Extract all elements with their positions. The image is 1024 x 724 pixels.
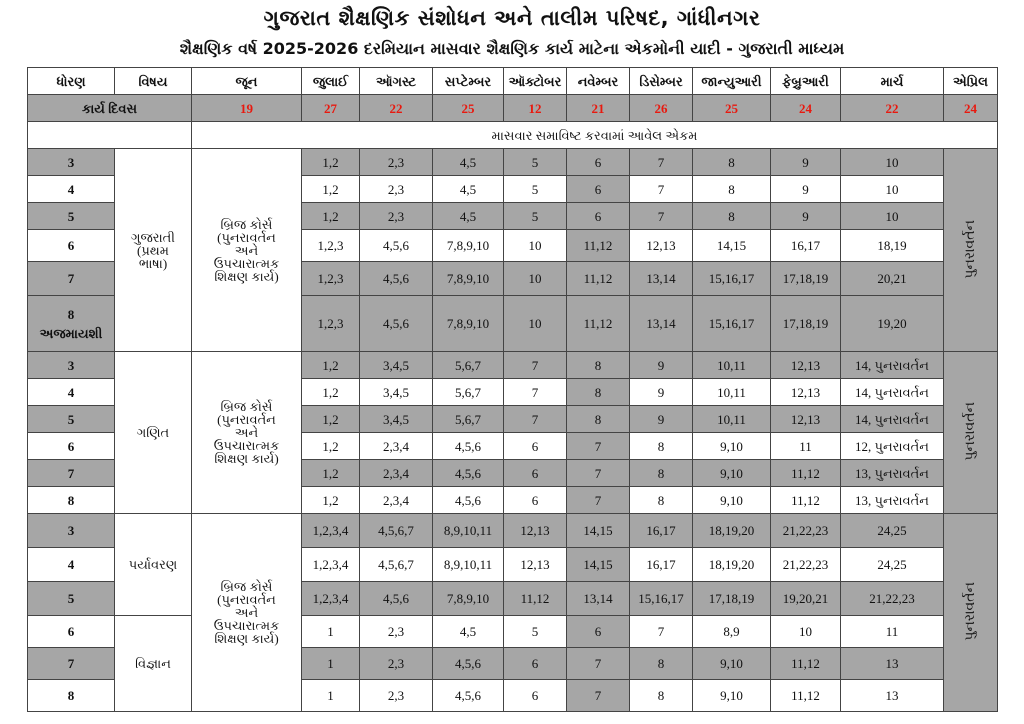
unit-cell: 10 (771, 616, 841, 648)
unit-cell: 5,6,7 (433, 352, 504, 379)
subject-cell (115, 149, 192, 352)
unit-cell: 7 (630, 149, 693, 176)
unit-cell: 4,5,6 (360, 296, 433, 352)
unit-cell: 19,20 (841, 296, 944, 352)
header-month: ડિસેમ્બર (630, 68, 693, 95)
working-days-value: 22 (841, 95, 944, 122)
unit-cell: 8 (693, 149, 771, 176)
unit-cell: 15,16,17 (630, 582, 693, 616)
unit-cell: 13,14 (630, 296, 693, 352)
std-cell: 7 (28, 262, 115, 296)
unit-cell: 13,14 (630, 262, 693, 296)
header-month: ઑગસ્ટ (360, 68, 433, 95)
unit-cell: 9,10 (693, 460, 771, 487)
unit-cell: 4,5,6,7 (360, 548, 433, 582)
unit-cell: 4,5 (433, 616, 504, 648)
unit-cell: 10 (504, 230, 567, 262)
unit-cell: 2,3 (360, 176, 433, 203)
std-cell: 6 (28, 433, 115, 460)
unit-cell: 1,2,3 (302, 296, 360, 352)
unit-cell: 5 (504, 616, 567, 648)
unit-cell: 9 (630, 406, 693, 433)
std-cell: 3 (28, 149, 115, 176)
unit-cell: 4,5,6 (433, 487, 504, 514)
units-table (27, 67, 998, 712)
unit-cell: 10 (504, 296, 567, 352)
unit-cell: 20,21 (841, 262, 944, 296)
unit-cell: 4,5,6 (433, 680, 504, 712)
bridge-line: ઉપચારાત્મક (213, 255, 280, 271)
bridge-course-cell (192, 352, 302, 514)
unit-cell: 1,2,3,4 (302, 548, 360, 582)
unit-cell: 7 (504, 352, 567, 379)
unit-cell: 18,19 (841, 230, 944, 262)
unit-cell: 1,2 (302, 406, 360, 433)
caption-text: માસવાર સમાવિષ્ટ કરવામાં આવેલ એકમ (192, 122, 998, 149)
unit-cell: 9,10 (693, 680, 771, 712)
unit-cell: 1,2,3 (302, 262, 360, 296)
unit-cell: 14,15 (567, 548, 630, 582)
unit-cell: 11,12 (771, 648, 841, 680)
std-cell: 8 (28, 487, 115, 514)
subject-cell: પર્યાવરણ (115, 514, 192, 616)
std-cell: 7 (28, 460, 115, 487)
unit-cell: 19,20,21 (771, 582, 841, 616)
working-days-value: 12 (504, 95, 567, 122)
unit-cell: 7 (567, 487, 630, 514)
unit-cell: 11,12 (504, 582, 567, 616)
bridge-line: અને (234, 425, 259, 440)
header-month: ઑક્ટોબર (504, 68, 567, 95)
std-cell: 4 (28, 379, 115, 406)
unit-cell: 10 (841, 203, 944, 230)
unit-cell: 6 (567, 176, 630, 203)
bridge-line: બ્રિજ કોર્સ (220, 579, 273, 594)
unit-cell: 8 (630, 460, 693, 487)
unit-cell: 7 (567, 460, 630, 487)
header-month: માર્ચ (841, 68, 944, 95)
bridge-course-cell (192, 514, 302, 712)
unit-cell: 9 (630, 379, 693, 406)
unit-cell: 8,9,10,11 (433, 548, 504, 582)
unit-cell: 9,10 (693, 487, 771, 514)
unit-cell: 4,5,6,7 (360, 514, 433, 548)
unit-cell: 1 (302, 648, 360, 680)
unit-cell: 4,5,6 (360, 582, 433, 616)
unit-cell: 10,11 (693, 352, 771, 379)
bridge-line: ઉપચારાત્મક (213, 618, 280, 633)
unit-cell: 6 (567, 203, 630, 230)
bridge-line: (પુનરાવર્તન (217, 592, 276, 607)
unit-cell: 9 (630, 352, 693, 379)
unit-cell: 7,8,9,10 (433, 296, 504, 352)
unit-cell: 8 (630, 487, 693, 514)
working-days-value: 25 (433, 95, 504, 122)
unit-cell: 1,2 (302, 433, 360, 460)
unit-cell: 7 (630, 616, 693, 648)
working-days-value: 19 (192, 95, 302, 122)
unit-cell: 6 (567, 149, 630, 176)
bridge-course-cell (192, 149, 302, 352)
unit-cell: 12,13 (504, 514, 567, 548)
revision-cell (944, 352, 998, 514)
unit-cell: 6 (504, 648, 567, 680)
unit-cell: 8 (630, 680, 693, 712)
unit-cell: 1 (302, 680, 360, 712)
unit-cell: 15,16,17 (693, 262, 771, 296)
unit-cell: 13, પુનરાવર્તન (841, 487, 944, 514)
std-cell: 6 (28, 616, 115, 648)
unit-cell: 1,2 (302, 460, 360, 487)
unit-cell: 2,3,4 (360, 487, 433, 514)
unit-cell: 1,2,3,4 (302, 514, 360, 548)
unit-cell: 4,5 (433, 176, 504, 203)
unit-cell: 12,13 (771, 406, 841, 433)
revision-cell (944, 514, 998, 712)
std-cell: 5 (28, 406, 115, 433)
unit-cell: 18,19,20 (693, 514, 771, 548)
working-days-value: 25 (693, 95, 771, 122)
unit-cell: 9 (771, 203, 841, 230)
unit-cell: 6 (504, 487, 567, 514)
unit-cell: 5 (504, 149, 567, 176)
unit-cell: 4,5,6 (433, 460, 504, 487)
std-cell: 4 (28, 176, 115, 203)
subject-line: (પ્રથમ (137, 242, 169, 258)
unit-cell: 7,8,9,10 (433, 582, 504, 616)
unit-cell: 14, પુનરાવર્તન (841, 352, 944, 379)
page-subtitle: શૈક્ષણિક વર્ષ 2025-2026 દરમિયાન માસવાર શૈક્ષણિક કાર્ય માટેના એકમોની યાદી - ગુજરાતી માધ્યમ (179, 39, 845, 58)
unit-cell: 24,25 (841, 514, 944, 548)
bridge-line: શિક્ષણ કાર્ય) (214, 631, 279, 646)
unit-cell: 4,5,6 (433, 433, 504, 460)
unit-cell: 10 (841, 176, 944, 203)
unit-cell: 17,18,19 (771, 296, 841, 352)
unit-cell: 10,11 (693, 406, 771, 433)
unit-cell: 1,2 (302, 149, 360, 176)
unit-cell: 11 (771, 433, 841, 460)
unit-cell: 2,3 (360, 203, 433, 230)
unit-cell: 2,3 (360, 680, 433, 712)
unit-cell: 10 (841, 149, 944, 176)
header-month: નવેમ્બર (567, 68, 630, 95)
header-month: એપ્રિલ (944, 68, 998, 95)
working-days-value: 22 (360, 95, 433, 122)
bridge-line: બ્રિજ કોર્સ (220, 399, 273, 414)
unit-cell: 11,12 (771, 680, 841, 712)
std-cell: 5 (28, 582, 115, 616)
subject-line: ભાષા) (138, 255, 168, 271)
bridge-line: શિક્ષણ કાર્ય) (214, 268, 279, 284)
unit-cell: 21,22,23 (771, 514, 841, 548)
header-month: સપ્ટેમ્બર (433, 68, 504, 95)
unit-cell: 12,13 (771, 379, 841, 406)
header-month: જૂન (192, 68, 302, 95)
bridge-line: (પુનરાવર્તન (217, 229, 276, 245)
unit-cell: 3,4,5 (360, 379, 433, 406)
unit-cell: 7 (504, 379, 567, 406)
header-month: જાન્યુઆરી (693, 68, 771, 95)
unit-cell: 14,15 (567, 514, 630, 548)
working-days-value: 24 (771, 95, 841, 122)
unit-cell: 7 (567, 648, 630, 680)
std-number: 8 (67, 306, 75, 322)
unit-cell: 1,2,3 (302, 230, 360, 262)
unit-cell: 2,3 (360, 648, 433, 680)
units-table-body (28, 68, 998, 712)
unit-cell: 11,12 (771, 487, 841, 514)
header-subject: વિષય (115, 68, 192, 95)
unit-cell: 1,2 (302, 487, 360, 514)
caption-row (28, 122, 998, 149)
unit-cell: 1,2 (302, 176, 360, 203)
unit-cell: 10 (504, 262, 567, 296)
std-cell: 5 (28, 203, 115, 230)
std-cell: 7 (28, 648, 115, 680)
unit-cell: 1,2 (302, 379, 360, 406)
unit-cell: 4,5 (433, 149, 504, 176)
unit-cell: 1,2,3,4 (302, 582, 360, 616)
revision-label: પુનરાવર્તન (962, 582, 978, 641)
unit-cell: 2,3,4 (360, 433, 433, 460)
unit-cell: 7 (567, 433, 630, 460)
std-cell: 6 (28, 230, 115, 262)
unit-cell: 18,19,20 (693, 548, 771, 582)
unit-cell: 8 (693, 176, 771, 203)
unit-cell: 14, પુનરાવર્તન (841, 406, 944, 433)
unit-cell: 7,8,9,10 (433, 230, 504, 262)
working-days-value: 24 (944, 95, 998, 122)
unit-cell: 11 (841, 616, 944, 648)
unit-cell: 7,8,9,10 (433, 262, 504, 296)
unit-cell: 12,13 (504, 548, 567, 582)
gujarati-row (28, 149, 998, 176)
unit-cell: 8 (630, 433, 693, 460)
unit-cell: 7 (504, 406, 567, 433)
std-cell: 3 (28, 514, 115, 548)
unit-cell: 16,17 (630, 548, 693, 582)
unit-cell: 7 (630, 176, 693, 203)
subject-line: ગુજરાતી (130, 229, 176, 245)
unit-cell: 2,3,4 (360, 460, 433, 487)
std-trial-label: અજમાયશી (39, 325, 103, 341)
unit-cell: 8 (567, 352, 630, 379)
unit-cell: 17,18,19 (771, 262, 841, 296)
unit-cell: 5 (504, 176, 567, 203)
unit-cell: 8,9,10,11 (433, 514, 504, 548)
unit-cell: 14,15 (693, 230, 771, 262)
unit-cell: 21,22,23 (771, 548, 841, 582)
revision-label: પુનરાવર્તન (962, 402, 978, 461)
page-title: ગુજરાત શૈક્ષણિક સંશોધન અને તાલીમ પરિષદ, ગાંધીનગર (263, 6, 761, 30)
unit-cell: 4,5,6 (360, 262, 433, 296)
unit-cell: 24,25 (841, 548, 944, 582)
env-row (28, 514, 998, 548)
unit-cell: 12, પુનરાવર્તન (841, 433, 944, 460)
unit-cell: 21,22,23 (841, 582, 944, 616)
unit-cell: 8 (567, 406, 630, 433)
header-month: જુલાઈ (302, 68, 360, 95)
unit-cell: 2,3 (360, 149, 433, 176)
unit-cell: 13, પુનરાવર્તન (841, 460, 944, 487)
unit-cell: 17,18,19 (693, 582, 771, 616)
unit-cell: 4,5,6 (433, 648, 504, 680)
working-days-value: 26 (630, 95, 693, 122)
working-days-value: 27 (302, 95, 360, 122)
revision-cell (944, 149, 998, 352)
working-days-value: 21 (567, 95, 630, 122)
unit-cell: 1,2 (302, 203, 360, 230)
unit-cell: 7 (567, 680, 630, 712)
bridge-line: (પુનરાવર્તન (217, 412, 276, 427)
unit-cell: 4,5,6 (360, 230, 433, 262)
science-row (28, 616, 998, 648)
header-std: ધોરણ (28, 68, 115, 95)
working-days-row (28, 95, 998, 122)
unit-cell: 9,10 (693, 648, 771, 680)
unit-cell: 3,4,5 (360, 352, 433, 379)
bridge-line: બ્રિજ કોર્સ (220, 216, 273, 232)
header-row (28, 68, 998, 95)
unit-cell: 5 (504, 203, 567, 230)
bridge-line: અને (234, 605, 259, 620)
maths-row (28, 352, 998, 379)
unit-cell: 8 (630, 648, 693, 680)
unit-cell: 14, પુનરાવર્તન (841, 379, 944, 406)
unit-cell: 11,12 (567, 262, 630, 296)
unit-cell: 16,17 (630, 514, 693, 548)
std-cell: 3 (28, 352, 115, 379)
unit-cell: 13 (841, 648, 944, 680)
caption-blank (28, 122, 192, 149)
std-cell: 8 (28, 680, 115, 712)
subject-cell: ગણિત (115, 352, 192, 514)
unit-cell: 2,3 (360, 616, 433, 648)
subject-cell: વિજ્ઞાન (115, 616, 192, 712)
unit-cell: 6 (504, 433, 567, 460)
unit-cell: 1 (302, 616, 360, 648)
unit-cell: 16,17 (771, 230, 841, 262)
working-days-label: કાર્ય દિવસ (28, 95, 192, 122)
unit-cell: 4,5 (433, 203, 504, 230)
unit-cell: 12,13 (771, 352, 841, 379)
unit-cell: 9 (771, 149, 841, 176)
unit-cell: 11,12 (567, 230, 630, 262)
unit-cell: 5,6,7 (433, 406, 504, 433)
std-cell (28, 296, 115, 352)
unit-cell: 13 (841, 680, 944, 712)
unit-cell: 12,13 (630, 230, 693, 262)
bridge-line: શિક્ષણ કાર્ય) (214, 451, 279, 466)
unit-cell: 1,2 (302, 352, 360, 379)
revision-label: પુનરાવર્તન (962, 219, 978, 279)
unit-cell: 8 (567, 379, 630, 406)
bridge-line: ઉપચારાત્મક (213, 438, 280, 453)
unit-cell: 11,12 (771, 460, 841, 487)
unit-cell: 6 (567, 616, 630, 648)
unit-cell: 3,4,5 (360, 406, 433, 433)
unit-cell: 7 (630, 203, 693, 230)
unit-cell: 6 (504, 460, 567, 487)
unit-cell: 8 (693, 203, 771, 230)
unit-cell: 6 (504, 680, 567, 712)
header-month: ફેબ્રુઆરી (771, 68, 841, 95)
unit-cell: 9 (771, 176, 841, 203)
unit-cell: 8,9 (693, 616, 771, 648)
unit-cell: 13,14 (567, 582, 630, 616)
unit-cell: 15,16,17 (693, 296, 771, 352)
unit-cell: 9,10 (693, 433, 771, 460)
unit-cell: 11,12 (567, 296, 630, 352)
unit-cell: 10,11 (693, 379, 771, 406)
unit-cell: 5,6,7 (433, 379, 504, 406)
std-cell: 4 (28, 548, 115, 582)
bridge-line: અને (234, 242, 259, 258)
